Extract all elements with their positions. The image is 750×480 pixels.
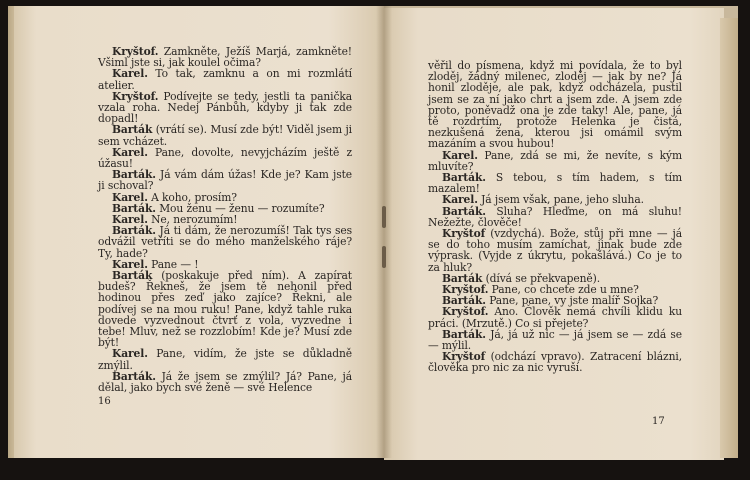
page-number: 16 [98,396,111,407]
speaker-name: Barták. [442,327,486,341]
speaker-name: Barták. [442,294,486,308]
speaker-name: Barták. [112,168,156,182]
speaker-name: Barták. [442,204,486,218]
speaker-name: Karel. [442,193,478,207]
speaker-name: Barták [112,269,153,283]
speaker-name: Kryštof [442,227,486,241]
paragraph [428,150,682,172]
left-page-text [98,46,352,393]
paragraph [98,124,352,146]
speaker-name: Barták [112,123,153,137]
dialogue-text: A koho, prosím? [147,190,237,204]
dialogue-text: To tak, zamknu a on mi rozmlátí atelier. [98,67,352,92]
paragraph [428,172,682,194]
paragraph [98,225,352,259]
speaker-name: Barták. [112,224,156,238]
paragraph [98,46,352,68]
speaker-name: Kryštof. [442,305,489,319]
dialogue-text: Já jsem však, pane, jeho sluha. [477,193,644,207]
dialogue-text: Pane — ! [147,257,199,271]
speaker-name: Kryštof. [442,283,489,297]
dialogue-text: (dívá se překvapeně). [482,271,601,285]
paragraph [98,91,352,125]
dialogue-text: (odchází vpravo). Zatracení blázni, člověka pro nic za nic vyruší. [428,350,682,375]
page-number: 17 [652,416,665,427]
speaker-name: Karel. [442,148,478,162]
speaker-name: Kryštof. [112,45,159,58]
paragraph [98,270,352,348]
paragraph [98,371,352,393]
dialogue-text: Pane, vidím, že jste se důkladně zmýlil. [98,347,352,372]
dialogue-text: Pane, zdá se mi, že nevíte, s kým mluvíte? [428,148,682,173]
dialogue-text: Podívejte se tedy, jestli ta panička vzala roha. Nedej Pánbůh, kdyby ji tak zde dopadl! [98,89,352,126]
speaker-name: Karel. [112,347,148,361]
dialogue-text: Pane, pane, vy jste malíř Sojka? [485,294,659,308]
paragraph [428,206,682,228]
speaker-name: Kryštof [442,350,486,364]
dialogue-text: Pane, dovolte, nevyjcházím ještě z úžasu! [98,145,352,171]
paragraph [428,306,682,328]
dialogue-text: S tebou, s tím hadem, s tím mazalem! [428,171,682,196]
dialogue-text: Já že jsem se zmýlil? Já? Pane, já dělal, jako bych své ženě — své Helence [98,369,352,395]
dialogue-text: věřil do písmena, když mi povídala, že to byl zloděj, žádný milenec, zloděj — jak by ne? Já honil zloděje, ale pak, když odcházela, pustil jsem se za ní jako chrt a jsem zde. A jsem zde proto, poněvadž ona je zde taky! Ale, pane, já tě rozdrtím, protože Helenka je čistá, nezkušená žena, kterou jsi omámil svým mazáním a svou hubou! [428,59,682,151]
dialogue-text: Já ti dám, že nerozumíš! Tak tys ses odvážil vetříti se do mého manželského ráje? Ty, hade? [98,224,352,260]
dialogue-text: Já, já už nic — já jsem se — zdá se — mýlil. [428,327,682,353]
right-page [384,8,724,460]
left-page [14,6,384,458]
dialogue-text: Ne, nerozumím! [147,213,238,227]
speaker-name: Barták [442,271,483,285]
dialogue-text: (vzdychá). Bože, stůj při mne — já se do toho musím zamíchat, jinak bude zde výprask. (Vyjde z úkrytu, pokašlává.) Co je to za hluk? [428,227,682,274]
speaker-name: Karel. [112,190,148,204]
dialogue-text: Pane, co chcete zde u mne? [488,283,639,297]
paragraph [98,348,352,370]
speaker-name: Kryštof. [112,89,159,103]
paragraph [428,228,682,273]
paragraph [98,68,352,90]
dialogue-text: Zamkněte, Ježíš Marjá, zamkněte! Všiml jste si, jak koulel očima? [98,45,352,70]
dialogue-text: Ano. Člověk nemá chvíli klidu ku práci. (Mrzutě.) Co si přejete? [428,305,682,330]
book-gutter [376,6,392,458]
dialogue-text: Já vám dám úžas! Kde je? Kam jste ji schoval? [98,168,352,193]
speaker-name: Barták. [112,369,156,383]
paragraph [98,169,352,191]
right-page-text [428,60,682,374]
dialogue-text: Sluha? Hleďme, on má sluhu! Nežežte, člověče! [428,204,682,229]
speaker-name: Karel. [112,257,148,271]
dialogue-text: (vrátí se). Musí zde být! Viděl jsem ji sem vcházet. [98,123,352,148]
speaker-name: Karel. [112,213,148,227]
speaker-name: Barták. [442,171,486,185]
staple [382,206,386,228]
speaker-name: Karel. [112,145,148,159]
paragraph [428,351,682,373]
dialogue-text: (poskakuje před ním). A zapírat budeš? Řekneš, že jsem tě nehonil před hodinou přes zeď jako zajíce? Řekni, ale podívej se na mou ruku! Pane, když tahle ruka dovede vyzvednout čtvrť z vola, vyzvedne i tebe! Mluv, než se rozzlobím! Kde je? Musí zde být! [98,269,352,350]
paragraph [428,329,682,351]
open-book [8,6,738,458]
paragraph [428,60,682,150]
paragraph [98,147,352,169]
speaker-name: Barták. [112,201,156,215]
speaker-name: Karel. [112,67,148,81]
staple [382,246,386,268]
book-edge-right [720,18,738,458]
dialogue-text: Mou ženu — ženu — rozumíte? [155,201,325,215]
